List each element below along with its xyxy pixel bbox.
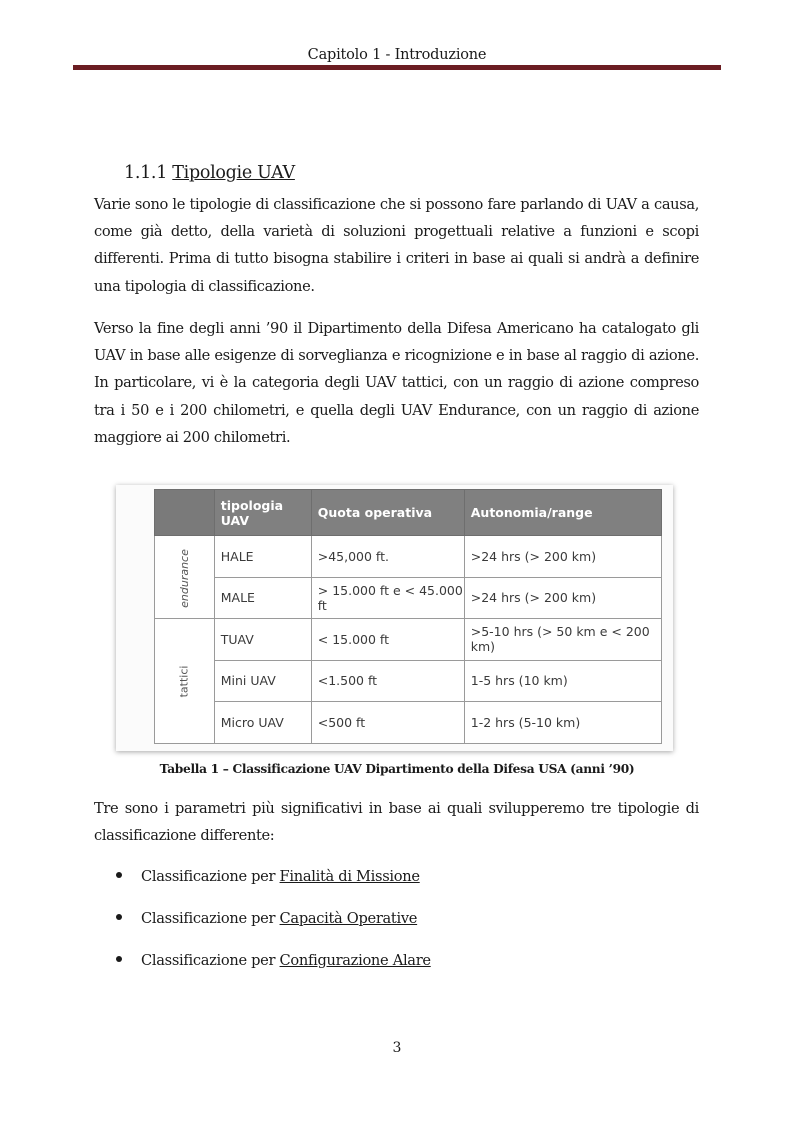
- table-header-cell: Quota operativa: [311, 490, 464, 536]
- table-row: [155, 536, 662, 578]
- paragraph-parameters: Tre sono i parametri più significativi in base ai quali svilupperemo tre tipologie di classificazione differente:: [94, 800, 699, 845]
- table-row: [155, 702, 662, 744]
- table-cell: Micro UAV: [214, 702, 311, 744]
- table-header-row: [155, 490, 662, 536]
- group-label-cell: [155, 619, 215, 744]
- table-cell: 1-2 hrs (5-10 km): [464, 702, 661, 744]
- table-header-cell: tipologia UAV: [214, 490, 311, 536]
- table-header-cell: Autonomia/range: [464, 490, 661, 536]
- running-header: Capitolo 1 - Introduzione: [307, 47, 487, 63]
- table-row: [155, 619, 662, 661]
- list-item-prefix: Classificazione per: [141, 952, 280, 969]
- table-cell: > 15.000 ft e < 45.000 ft: [311, 577, 464, 619]
- list-item: [116, 863, 431, 905]
- header-rule: [73, 65, 721, 70]
- paragraph-intro: Varie sono le tipologie di classificazione che si possono fare parlando di UAV a causa, come già detto, della varietà di soluzioni progettuali relative a funzioni e scopi differenti. Prima di tutto bisogna stabilire i criteri in base ai quali si andrà a definire una tipologia di classificazione.: [94, 196, 699, 295]
- list-item-prefix: Classificazione per: [141, 868, 280, 885]
- table-cell: HALE: [214, 536, 311, 578]
- link-capacita-operative[interactable]: Capacità Operative: [279, 910, 418, 927]
- table-cell: >24 hrs (> 200 km): [464, 536, 661, 578]
- table-row: [155, 660, 662, 702]
- bullet-icon: [116, 914, 122, 920]
- classification-list: [116, 863, 431, 989]
- link-finalita-missione[interactable]: Finalità di Missione: [279, 868, 420, 885]
- table-cell: <1.500 ft: [311, 660, 464, 702]
- group-label-cell: [155, 536, 215, 619]
- table-header-corner: [155, 490, 215, 536]
- uav-classification-table: [154, 489, 662, 744]
- section-heading: [124, 163, 295, 183]
- table-cell: 1-5 hrs (10 km): [464, 660, 661, 702]
- table-cell: <500 ft: [311, 702, 464, 744]
- bullet-icon: [116, 872, 122, 878]
- section-number: 1.1.1: [124, 163, 168, 183]
- list-item: [116, 947, 431, 989]
- link-configurazione-alare[interactable]: Configurazione Alare: [279, 952, 431, 969]
- page-number: 3: [392, 1040, 402, 1056]
- paragraph-dod: Verso la fine degli anni ’90 il Dipartimento della Difesa Americano ha catalogato gli UAV in base alle esigenze di sorveglianza e ricognizione e in base al raggio di azione. In particolare, vi è la categoria degli UAV tattici, con un raggio di azione compreso tra i 50 e i 200 chilometri, e quella degli UAV Endurance, con un raggio di azione maggiore ai 200 chilometri.: [94, 320, 699, 446]
- table-cell: Mini UAV: [214, 660, 311, 702]
- table-cell: >5-10 hrs (> 50 km e < 200 km): [464, 619, 661, 661]
- table-cell: TUAV: [214, 619, 311, 661]
- bullet-icon: [116, 956, 122, 962]
- table-image: [116, 485, 673, 751]
- table-cell: MALE: [214, 577, 311, 619]
- table-cell: >45,000 ft.: [311, 536, 464, 578]
- group-label: tattici: [177, 665, 191, 698]
- table-row: [155, 577, 662, 619]
- section-title: Tipologie UAV: [172, 163, 295, 183]
- table-caption: Tabella 1 – Classificazione UAV Dipartimento della Difesa USA (anni ’90): [159, 762, 635, 776]
- group-label: endurance: [177, 548, 191, 608]
- table-cell: < 15.000 ft: [311, 619, 464, 661]
- table-cell: >24 hrs (> 200 km): [464, 577, 661, 619]
- list-item-prefix: Classificazione per: [141, 910, 280, 927]
- list-item: [116, 905, 431, 947]
